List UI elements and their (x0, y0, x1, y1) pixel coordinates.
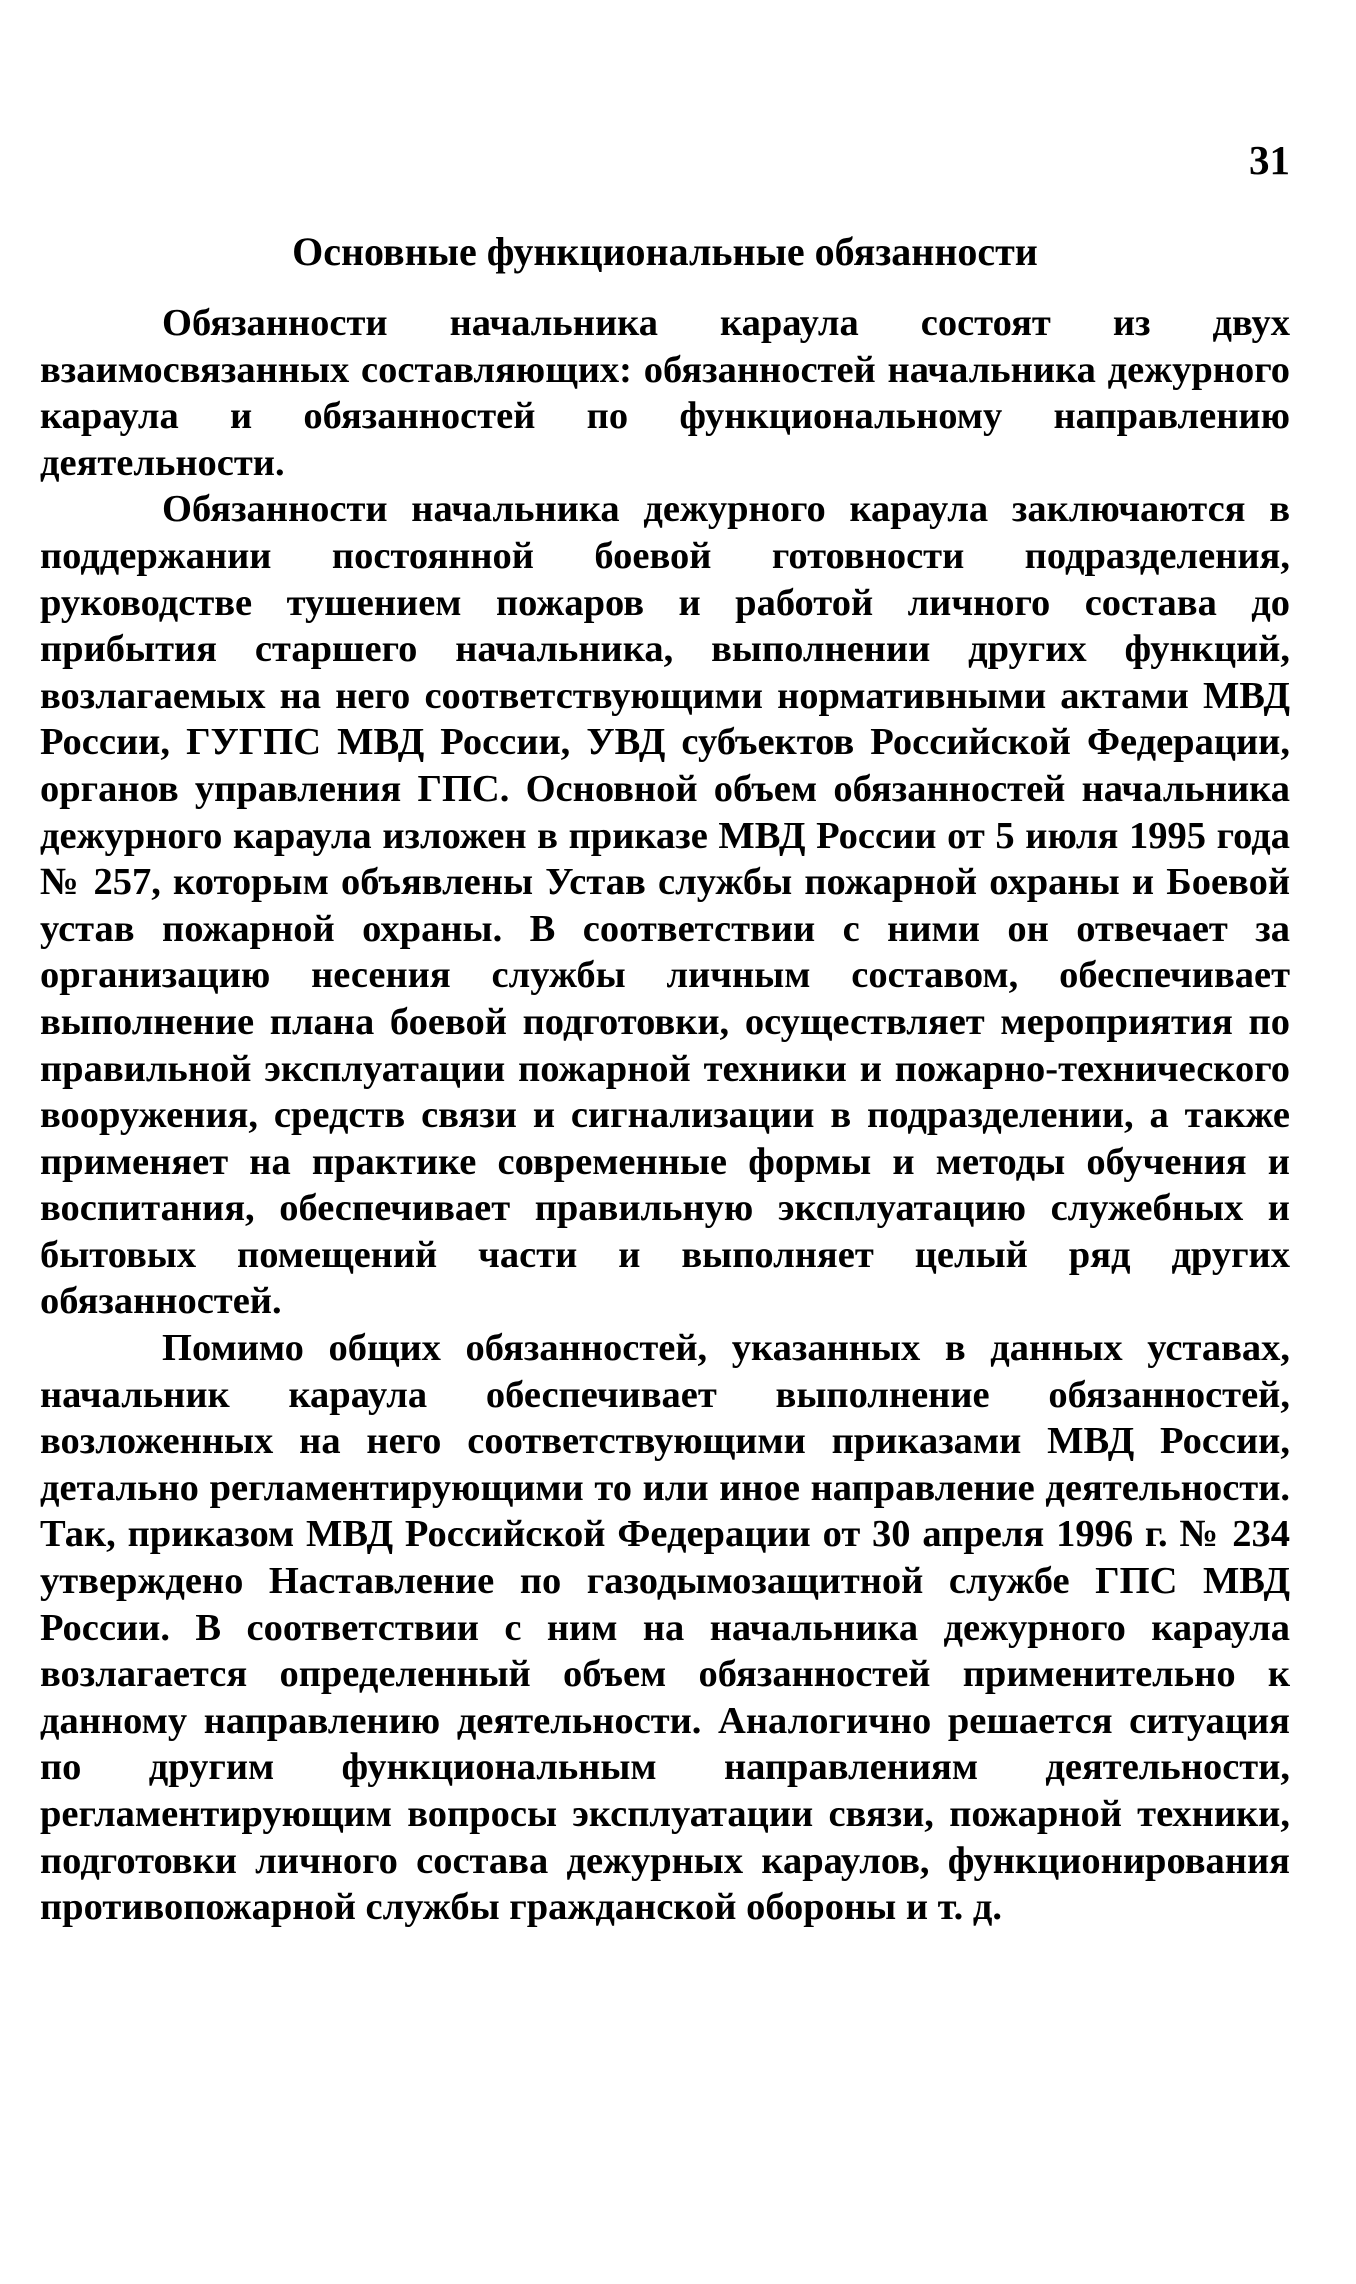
body-text (40, 300, 1290, 1931)
paragraph-2: Обязанности начальника дежурного караула заключаются в поддержании постоянной боевой готовности подразделения, руководстве тушением пожаров и работой личного состава до прибытия старшего начальника, выполнении других функций, возлагаемых на него соответствующими нормативными актами МВД России, ГУГПС МВД России, УВД субъектов Российской Федерации, органов управления ГПС. Основной объем обязанностей начальника дежурного караула изложен в приказе МВД России от 5 июля 1995 года № 257, которым объявлены Устав службы пожарной охраны и Боевой устав пожарной охраны. В соответствии с ними он отвечает за организацию несения службы личным составом, обеспечивает выполнение плана боевой подготовки, осуществляет мероприятия по правильной эксплуатации пожарной техники и пожарно-технического вооружения, средств связи и сигнализации в подразделении, а также применяет на практике современные формы и методы обучения и воспитания, обеспечивает правильную эксплуатацию служебных и бытовых помещений части и выполняет целый ряд других обязанностей. (40, 488, 1290, 1323)
paragraph-3: Помимо общих обязанностей, указанных в данных уставах, начальник караула обеспечивает выполнение обязанностей, возложенных на него соответствующими приказами МВД России, детально регламентирующими то или иное направление деятельности. Так, приказом МВД Российской Федерации от 30 апреля 1996 г. № 234 утверждено Наставление по газодымозащитной службе ГПС МВД России. В соответствии с ним на начальника дежурного караула возлагается определенный объем обязанностей применительно к данному направлению деятельности. Аналогично решается ситуация по другим функциональным направлениям деятельности, регламентирующим вопросы эксплуатации связи, пожарной техники, подготовки личного состава дежурных караулов, функционирования противопожарной службы гражданской обороны и т. д. (40, 1327, 1290, 1929)
book-page (40, 0, 1290, 2284)
section-title: Основные функциональные обязанности (292, 229, 1038, 274)
paragraph-1: Обязанности начальника караула состоят из двух взаимосвязанных составляющих: обязанностей начальника дежурного караула и обязанностей по функциональному направлению деятельности. (40, 302, 1290, 484)
page-number: 31 (1249, 137, 1290, 183)
